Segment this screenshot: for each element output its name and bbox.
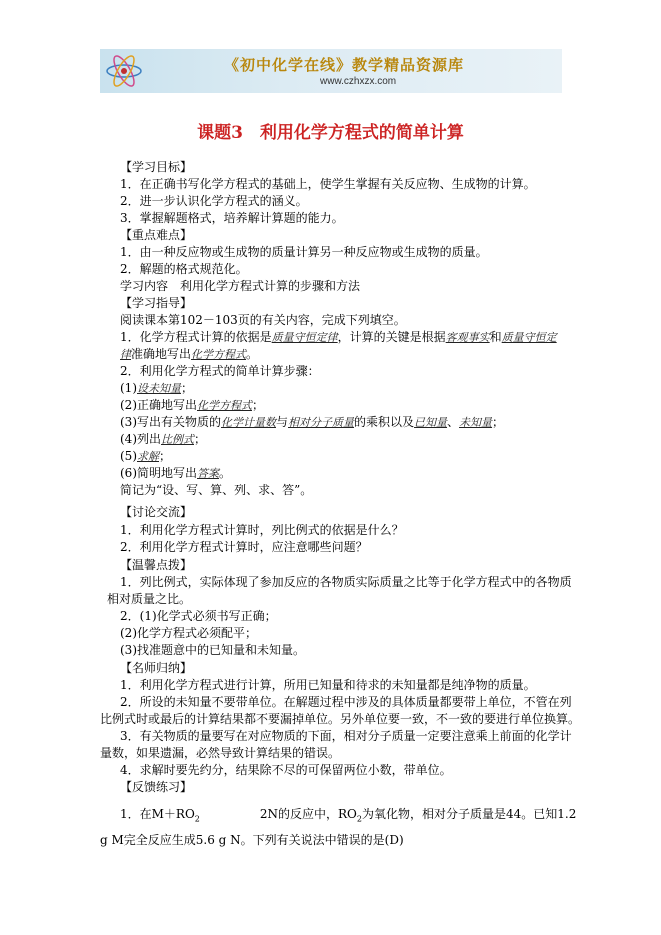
step-4 [120, 431, 206, 448]
step-3-sep: 、 [447, 415, 460, 429]
teacher-1: 1．利用化学方程式进行计算，所用已知量和待求的未知量都是纯净物的质量。 [120, 678, 536, 692]
key-2: 2．解题的格式规范化。 [120, 262, 248, 276]
q1-text-e: 准确地写出 [131, 347, 192, 361]
page-title: 课题3 利用化学方程式的简单计算 [197, 123, 464, 143]
step-4-text: (4)列出 [120, 432, 161, 446]
q1-answer-4: 化学方程式 [191, 348, 247, 361]
q1-answer-3-cont: 律 [120, 348, 131, 361]
f1-sub-2: 2 [356, 814, 362, 824]
step-4-end: ； [194, 432, 207, 446]
key-heading: 【重点难点】 [120, 228, 193, 242]
step-6-answer: 答案 [197, 467, 219, 480]
feedback-1-line-2: g M完全反应生成5.6 g N。下列有关说法中错误的是(D) [100, 833, 404, 847]
step-3 [120, 414, 504, 431]
step-1-end: ； [181, 381, 194, 395]
step-1 [120, 380, 193, 397]
step-3-answer-2: 相对分子质量 [288, 416, 355, 429]
q1-answer-3: 质量守恒定 [501, 331, 557, 344]
teacher-4: 4．求解时要先约分，结果除不尽的可保留两位小数，带单位。 [120, 763, 452, 777]
teacher-2-line-2: 比例式时或最后的计算结果都不要漏掉单位。另外单位要一致，不一致的要进行单位换算。 [100, 712, 581, 726]
step-1-num: (1) [120, 381, 137, 395]
step-3-text: (3)写出有关物质的 [120, 415, 221, 429]
goal-1: 1．在正确书写化学方程式的基础上，使学生掌握有关反应物、生成物的计算。 [120, 177, 536, 191]
feedback-1-line-1 [120, 806, 576, 827]
f1-part-c: 为氧化物，相对分子质量是44。已知1.2 [362, 807, 577, 821]
tip-1-line-2: 相对质量之比。 [107, 592, 192, 606]
f1-sub-1: 2 [194, 814, 200, 824]
guide-heading: 【学习指导】 [120, 296, 193, 310]
goal-3: 3．掌握解题格式，培养解计算题的能力。 [120, 211, 344, 225]
goal-2: 2．进一步认识化学方程式的涵义。 [120, 194, 308, 208]
step-2-end: ； [252, 398, 265, 412]
step-3-answer-4: 未知量 [459, 416, 493, 429]
reading-instruction: 阅读课本第102－103页的有关内容，完成下列填空。 [120, 313, 406, 327]
step-3-answer-3: 已知量 [414, 416, 448, 429]
step-2-answer: 化学方程式 [197, 399, 252, 412]
header-banner [100, 49, 562, 93]
banner-url: www.czhxzx.com [320, 76, 397, 87]
q1-text-c: ，计算的关键是根据 [337, 330, 446, 344]
step-3-and: 与 [276, 415, 289, 429]
content-line: 学习内容 利用化学方程式计算的步骤和方法 [120, 279, 361, 293]
discussion-heading: 【讨论交流】 [120, 505, 193, 519]
question-1-line-2 [120, 346, 258, 363]
banner-title: 《初中化学在线》教学精品资源库 [224, 56, 465, 74]
q1-text-a: 1．化学方程式计算的依据是 [120, 330, 272, 344]
step-5-num: (5) [120, 449, 137, 463]
step-6 [120, 465, 231, 482]
q1-answer-2: 客观事实 [445, 331, 490, 344]
q1-text-f: 。 [246, 347, 259, 361]
step-6-text: (6)简明地写出 [120, 466, 197, 480]
teacher-3-line-1: 3．有关物质的量要写在对应物质的下面，相对分子质量一定要注意乘上前面的化学计 [120, 729, 572, 743]
key-1: 1．由一种反应物或生成物的质量计算另一种反应物或生成物的质量。 [120, 245, 488, 259]
tip-2: 2．(1)化学式必须书写正确； [120, 609, 277, 623]
step-5 [120, 448, 171, 465]
atom-logo-icon [104, 51, 144, 91]
step-5-end: ； [159, 449, 172, 463]
feedback-heading: 【反馈练习】 [120, 780, 193, 794]
tip-1-line-1: 1．列比例式，实际体现了参加反应的各物质实际质量之比等于化学方程式中的各物质 [120, 575, 572, 589]
q1-answer-1: 质量守恒定律 [271, 331, 338, 344]
step-4-answer: 比例式 [161, 433, 194, 446]
q1-text-d: 和 [489, 330, 502, 344]
f1-part-a: 1．在M＋RO [120, 807, 195, 821]
discussion-2: 2．利用化学方程式计算时，应注意哪些问题？ [120, 540, 368, 554]
f1-part-b: 2N的反应中，RO [259, 807, 357, 821]
summary-line: 简记为“设、写、算、列、求、答”。 [120, 483, 313, 497]
step-2 [120, 397, 264, 414]
step-3-mid: 的乘积以及 [354, 415, 415, 429]
discussion-1: 1．利用化学方程式计算时，列比例式的依据是什么？ [120, 523, 404, 537]
tip-heading: 【温馨点拨】 [120, 558, 193, 572]
goals-heading: 【学习目标】 [120, 160, 193, 174]
teacher-heading: 【名师归纳】 [120, 661, 193, 675]
step-3-end: ； [492, 415, 505, 429]
tip-4: (3)找准题意中的已知量和未知量。 [120, 643, 305, 657]
tip-3: (2)化学方程式必须配平； [120, 626, 257, 640]
step-5-answer: 求解 [137, 450, 159, 463]
step-3-answer-1: 化学计量数 [221, 416, 276, 429]
step-2-text: (2)正确地写出 [120, 398, 197, 412]
step-6-end: 。 [219, 466, 232, 480]
teacher-2-line-1: 2．所设的未知量不要带单位。在解题过程中涉及的具体质量都要带上单位，不管在列 [120, 695, 572, 709]
question-2: 2．利用化学方程式的简单计算步骤： [120, 364, 320, 378]
question-1-line-1 [120, 329, 557, 346]
teacher-3-line-2: 量数，如果遗漏，必然导致计算结果的错误。 [100, 746, 341, 760]
step-1-answer: 设未知量 [137, 382, 181, 395]
